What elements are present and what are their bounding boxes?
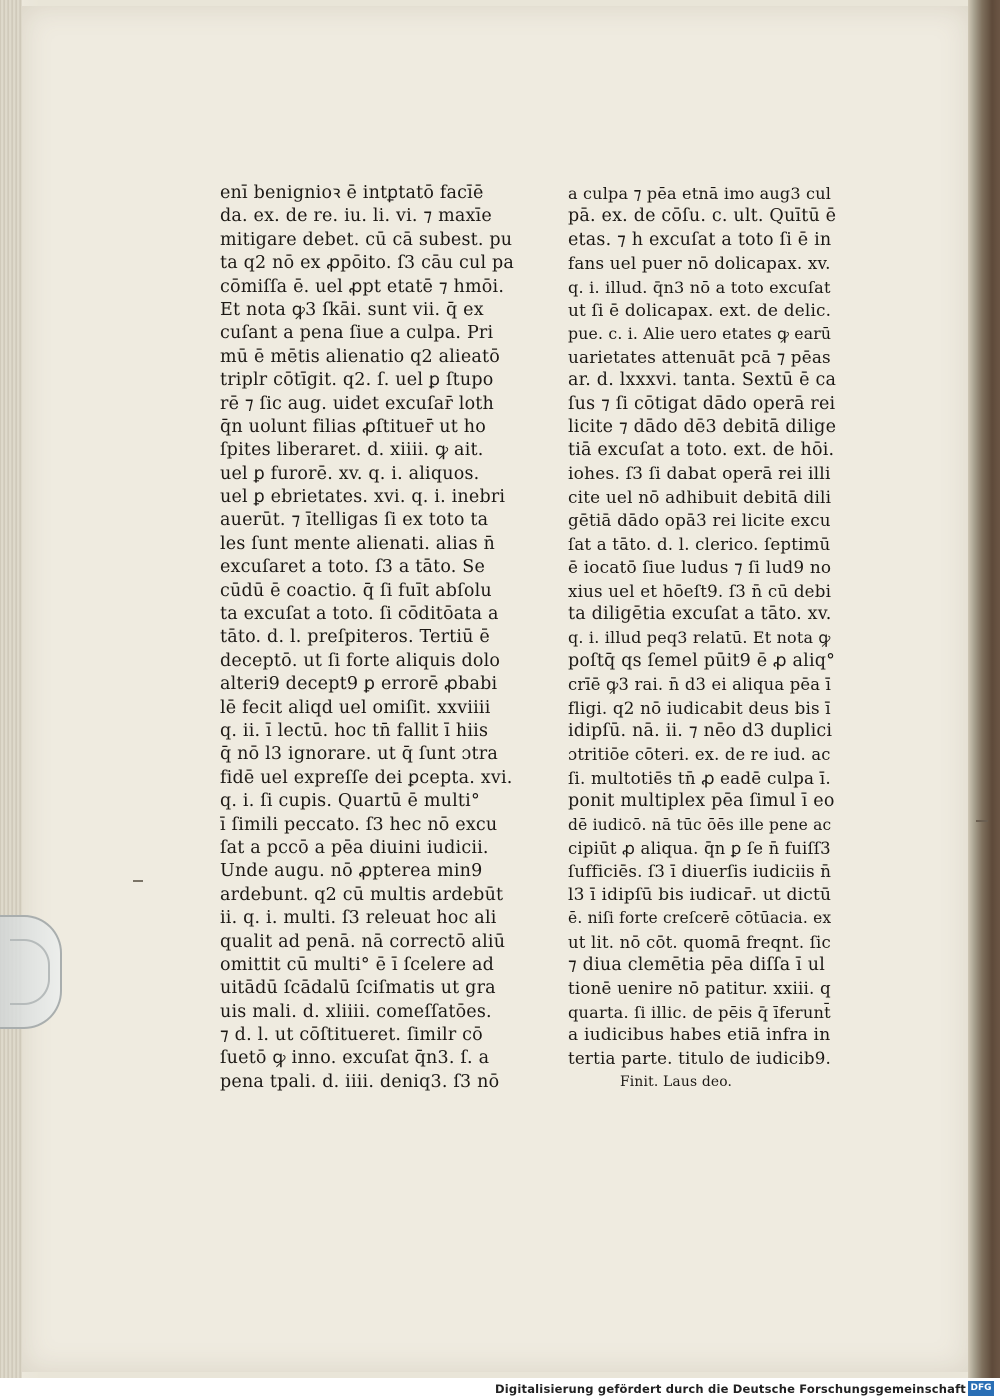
text-line: ta excuſat a toto. ſi cōditōata a [220, 604, 499, 625]
text-line: pā. ex. de cōſu. c. ult. Quītū ē [568, 206, 836, 227]
text-line: ut lit. nō cōt. quomā freqnt. ſic [568, 932, 831, 952]
text-line: fans uel puer nō dolicapax. xv. [568, 253, 831, 274]
text-line: poſtq̄ qs ſemel pūit9 ē ꝓ aliq° [568, 650, 836, 671]
text-line: rē ⁊ ſic aug. uidet excuſar̄ loth [220, 393, 495, 414]
text-line: ar. d. lxxxvi. tanta. Sextū ē ca [568, 370, 836, 391]
margin-mark [133, 880, 143, 882]
text-line: cūdū ē coactio. q̄ ſi fuīt abſolu [220, 580, 492, 601]
text-line: tertia parte. titulo de iudicib9. [568, 1049, 831, 1069]
text-line: les ſunt mente alienati. alias n̄ [220, 533, 496, 554]
text-line: pue. c. i. Alie uero etates ꝙ earū [568, 324, 832, 344]
text-line: ī ſimili peccato. ſ3 hec nō excu [220, 814, 498, 835]
text-line: Et nota ꝙ3 ſkāi. sunt vii. q̄ ex [220, 299, 484, 320]
text-line: ardebunt. q2 cū multis ardebūt [220, 884, 504, 905]
text-line: ta q2 nō ex ꝓpōito. ſ3 cāu cul pa [220, 253, 515, 274]
text-line: ſus ⁊ ſi cōtigat dādo operā rei [568, 393, 836, 414]
text-line: cuſant a pena ſiue a culpa. Pri [220, 323, 494, 344]
text-line: ſat a tāto. d. l. clerico. ſeptimū [568, 534, 831, 554]
text-line: tionē uenire nō patitur. xxiii. q [568, 979, 831, 999]
text-line: gētiā dādo opā3 rei licite excu [568, 510, 831, 531]
text-line: idipſū. nā. ii. ⁊ nēo d3 duplici [568, 720, 833, 741]
text-line: ut ſi ē dolicapax. ext. de delic. [568, 299, 832, 320]
text-line: a iudicibus habes etiā infra in [568, 1025, 831, 1046]
left-text-column [220, 182, 520, 1094]
text-line: cipiūt ꝓ aliqua. q̄n ꝑ ſe n̄ fuiſſ3 [568, 838, 831, 858]
text-line: pena tpali. d. iiii. deniq3. ſ3 nō [220, 1071, 500, 1092]
text-line: q. i. illud. q̄n3 nō a toto excuſat [568, 277, 831, 297]
text-line: q. ii. ī lectū. hoc tn̄ fallit ī hiis [220, 720, 489, 741]
text-line: q̄ nō l3 ignorare. ut q̄ ſunt ɔtra [220, 744, 498, 765]
text-line: ɔtritiōe cōteri. ex. de re iud. ac [568, 745, 831, 765]
explicit-line: Finit. Laus deo. [620, 1073, 733, 1090]
text-line: uitādū ſcādalū ſciſmatis ut gra [220, 978, 496, 999]
text-line: omittit̄ cū multi° ē ī ſcelere ad [220, 954, 495, 975]
text-line: uel ꝑ furorē. xv. q. i. aliquos. [220, 463, 480, 484]
text-line: ⁊ d. l. ut cōſtitueret. ſimil̄r cō [220, 1025, 483, 1046]
text-line: ē iocatō ſiue ludus ⁊ ſi lud9 no [568, 557, 832, 578]
text-line: licite ⁊ dādo dē3 debitā dilige [568, 416, 836, 437]
book-page-edges [0, 0, 22, 1378]
text-line: alteri9 decept9 ꝑ errorē ꝓbabi [220, 674, 498, 695]
text-line: cite uel nō adhibuit debitā dili [568, 487, 832, 508]
book-binding-edge [968, 0, 1000, 1378]
text-line: fligi. q2 nō iudicabit deus bis ī [568, 697, 831, 718]
text-line: tripl̄r cōtīgit. q2. ſ. uel ꝑ ſtupo [220, 370, 494, 391]
text-line: uarietates attenuāt pcā ⁊ pēas [568, 346, 831, 367]
text-line: tiā excuſat a toto. ext. de hōi. [568, 440, 835, 461]
text-line: q. i. ſi cupis. Quartū ē multi° [220, 791, 480, 812]
text-line: uis mali. d. xliiii. comeſſatōes. [220, 1001, 492, 1022]
text-line: lē fecit aliqd uel omiſit. xxviiii [220, 697, 491, 718]
text-line: l3 ī idipſū bis iudicar̄. ut dictū [568, 884, 832, 905]
text-line: ſat a pccō a pēa diuini iudicii. [220, 837, 489, 858]
text-line: q. i. illud peq3 relatū. Et nota ꝙ [568, 628, 831, 648]
page-clip [0, 915, 62, 1029]
text-line: etas. ⁊ h̄ excuſat a toto ſi ē in [568, 229, 832, 250]
text-line: ſpites liberaret. d. xiiii. ꝙ ait. [220, 440, 484, 461]
text-line: ta diligētia excuſat a tāto. xv. [568, 604, 832, 625]
text-line: tāto. d. l. preſpiteros. Tertiū ē [220, 627, 490, 648]
text-line: ſufficiēs. ſ3 ī diuerſis iudiciis n̄ [568, 862, 832, 882]
text-line: crīē ꝙ3 rai. n̄ d3 ei aliqua pēa ī [568, 675, 832, 695]
text-line: xius uel et hōeſt9. ſ3 n̄ cū debi [568, 581, 832, 601]
text-line: qualit̄ ad penā. nā correctō aliū [220, 931, 506, 952]
text-line: quarta. ſi illic. de pēis q̄ īferunt̄ [568, 1002, 831, 1022]
text-line: ſuetō ꝙ inno. excuſat q̄n3. ſ. a [220, 1048, 490, 1069]
text-line: iohes. ſ3 ſi dabat operā rei illi [568, 463, 831, 484]
text-line: mū ē mētis alienatio q2 alieatō [220, 346, 500, 367]
text-line: ⁊ diua clemētia pēa diſſa ī ul [568, 954, 825, 975]
text-line: q̄n uolunt filias ꝓſtituer̄ ut ho [220, 416, 486, 437]
text-line: a culpa ⁊ pēa etnā imo aug3 cul [568, 184, 832, 203]
dfg-logo-icon: DFG [968, 1381, 994, 1396]
text-line: ii. q. i. multi. ſ3 releuat hoc ali [220, 908, 497, 929]
text-line: deceptō. ut ſi forte aliquis dolo [220, 650, 501, 671]
text-line: excuſaret a toto. ſ3 a tāto. Se [220, 557, 486, 578]
page-clip-inner [10, 939, 50, 1005]
text-line: enī benignioꝛ ē intꝑtatō facīē [220, 183, 484, 203]
text-line: cōmiſſa ē. uel ꝓpt etatē ⁊ hmōi. [220, 276, 505, 297]
text-line: auerūt. ⁊ ītelligas ſi ex toto ta [220, 510, 489, 531]
text-line: ē. niſi forte creſcerē cōtūacia. ex [568, 909, 832, 928]
right-text-column [568, 182, 836, 1094]
text-line: mitigare debet. cū cā subest. pu [220, 229, 513, 250]
text-line: fidē uel expreſſe dei ꝑcepta. xvi. [220, 767, 513, 788]
text-line: uel ꝑ ebrietates. xvi. q. i. inebri [220, 487, 506, 508]
text-line: ponit multiplex pēa ſimul ī eo [568, 791, 835, 812]
margin-mark [976, 820, 988, 822]
text-line: ſi. multotiēs tn̄ ꝓ eadē culpa ī. [568, 767, 831, 788]
footer-credit: Digitalisierung gefördert durch die Deutsche Forschungsgemeinschaft [495, 1382, 966, 1396]
text-line: dē iudicō. nā tūc ōēs ille pene ac [568, 815, 832, 834]
text-line: da. ex. de re. iu. li. vi. ⁊ maxīe [220, 206, 492, 227]
text-line: Unde augu. nō ꝓpterea min9 [220, 861, 483, 882]
